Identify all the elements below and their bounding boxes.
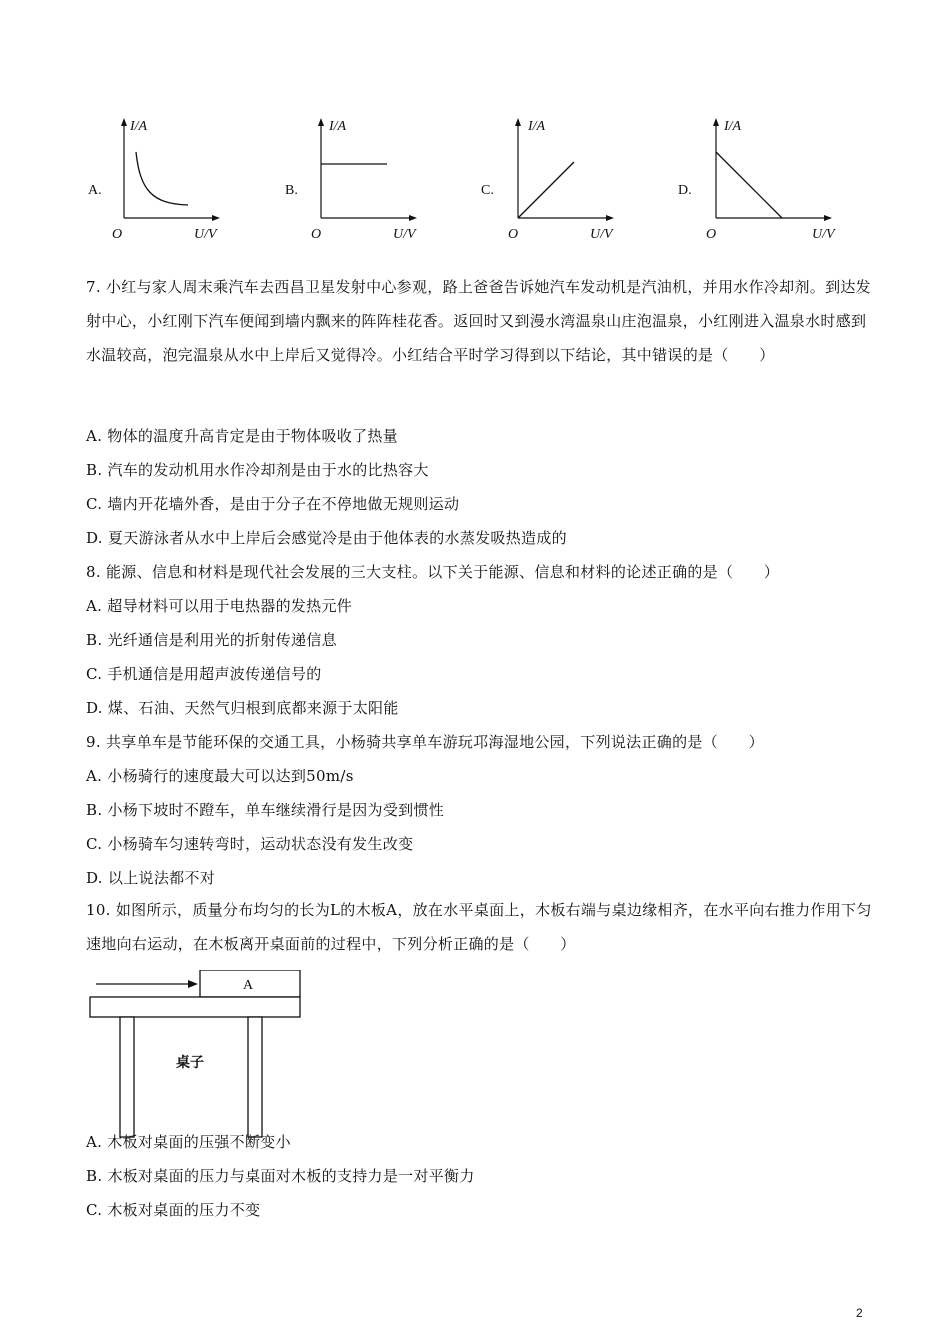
table-leg-left <box>120 1017 134 1137</box>
graph-b-letter: B. <box>285 183 298 198</box>
graph-d-xlabel: U/V <box>812 227 835 242</box>
graph-d-letter: D. <box>678 183 692 198</box>
graph-b-ylabel: I/A <box>329 119 347 134</box>
graph-b-origin: O <box>311 227 322 242</box>
q10-option-b: B. 木板对桌面的压力与桌面对木板的支持力是一对平衡力 <box>86 1167 475 1185</box>
board-a-label: A <box>243 978 254 993</box>
q9-option-c: C. 小杨骑车匀速转弯时，运动状态没有发生改变 <box>86 835 414 853</box>
q7-option-a: A. 物体的温度升高肯定是由于物体吸收了热量 <box>86 427 398 445</box>
graph-a-letter: A. <box>88 183 102 198</box>
page-number: 2 <box>856 1306 863 1320</box>
q10-figure <box>88 970 318 1149</box>
graph-c-ylabel: I/A <box>528 119 546 134</box>
q8-option-d: D. 煤、石油、天然气归根到底都来源于太阳能 <box>86 699 399 717</box>
q9-option-b: B. 小杨下坡时不蹬车，单车继续滑行是因为受到惯性 <box>86 801 445 819</box>
q9-stem: 9. 共享单车是节能环保的交通工具，小杨骑共享单车游玩邛海湿地公园，下列说法正确的是（ ） <box>86 733 764 751</box>
graph-d-origin: O <box>706 227 717 242</box>
graph-d <box>700 112 840 244</box>
graph-a-xlabel: U/V <box>194 227 217 242</box>
table-label: 桌子 <box>176 1055 204 1071</box>
q8-option-c: C. 手机通信是用超声波传递信号的 <box>86 665 322 683</box>
q10-stem: 10. 如图所示，质量分布均匀的长为L的木板A，放在水平桌面上，木板右端与桌边缘相齐，在水平向右推力作用下匀速地向右运动，在木板离开桌面前的过程中，下列分析正确的是（ ） <box>86 901 872 953</box>
q9-option-d: D. 以上说法都不对 <box>86 869 216 887</box>
graph-c-xlabel: U/V <box>590 227 613 242</box>
q10-option-a: A. 木板对桌面的压强不断变小 <box>86 1133 291 1151</box>
graph-c-letter: C. <box>481 183 494 198</box>
q8-stem: 8. 能源、信息和材料是现代社会发展的三大支柱。以下关于能源、信息和材料的论述正确的是（ ） <box>86 563 780 581</box>
q8-option-a: A. 超导材料可以用于电热器的发热元件 <box>86 597 353 615</box>
q8-option-b: B. 光纤通信是利用光的折射传递信息 <box>86 631 337 649</box>
push-arrow-head <box>188 980 198 988</box>
q7-option-b: B. 汽车的发动机用水作冷却剂是由于水的比热容大 <box>86 461 429 479</box>
q7-option-d: D. 夏天游泳者从水中上岸后会感觉冷是由于他体表的水蒸发吸热造成的 <box>86 529 567 547</box>
graph-b <box>305 112 425 244</box>
graph-a-origin: O <box>112 227 123 242</box>
q10-option-c: C. 木板对桌面的压力不变 <box>86 1201 261 1219</box>
table-leg-right <box>248 1017 262 1137</box>
graph-a <box>108 112 228 244</box>
table-top <box>90 997 300 1017</box>
graph-b-xlabel: U/V <box>393 227 416 242</box>
q9-option-a: A. 小杨骑行的速度最大可以达到50m/s <box>86 767 354 785</box>
graph-c-origin: O <box>508 227 519 242</box>
graph-d-ylabel: I/A <box>724 119 742 134</box>
graph-a-ylabel: I/A <box>130 119 148 134</box>
q7-option-c: C. 墙内开花墙外香，是由于分子在不停地做无规则运动 <box>86 495 460 513</box>
graph-c <box>502 112 622 244</box>
q7-stem: 7. 小红与家人周末乘汽车去西昌卫星发射中心参观，路上爸爸告诉她汽车发动机是汽油机，并用水作冷却剂。到达发射中心，小红刚下汽车便闻到墙内飘来的阵阵桂花香。返回时又到漫水湾温泉山庄泡温泉，小红刚进入温泉水时感到水温较高，泡完温泉从水中上岸后又觉得冷。小红结合平时学习得到以下结论，其中错误的是（ ） <box>86 278 871 364</box>
